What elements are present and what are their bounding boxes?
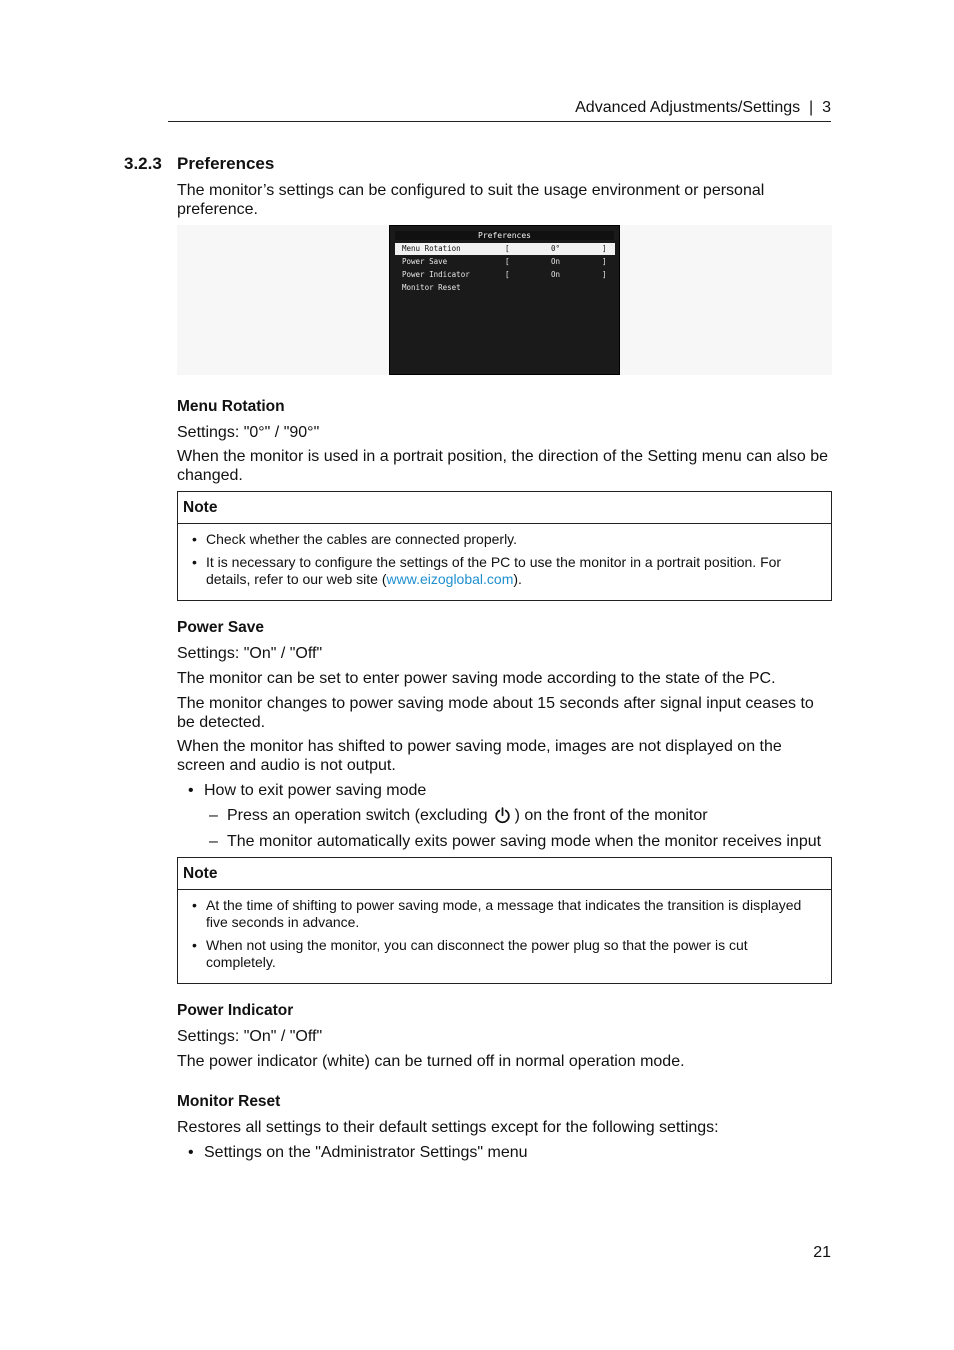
osd-row-label: Monitor Reset xyxy=(402,283,461,292)
note-text: ). xyxy=(513,571,522,587)
power-indicator-settings: Settings: "On" / "Off" xyxy=(177,1028,323,1045)
osd-row-close: ] xyxy=(602,257,607,266)
chapter-number: 3 xyxy=(822,99,831,116)
note-item xyxy=(192,554,821,588)
dash-marker: – xyxy=(209,833,218,850)
bullet-marker: • xyxy=(188,782,194,799)
menu-rotation-settings: Settings: "0°" / "90°" xyxy=(177,424,320,441)
osd-row-value: On xyxy=(551,257,561,266)
bullet-text: Settings on the "Administrator Settings" menu xyxy=(204,1144,528,1161)
note-box-power-save xyxy=(177,857,832,984)
power-indicator-desc: The power indicator (white) can be turned off in normal operation mode. xyxy=(177,1053,685,1070)
note-title: Note xyxy=(178,858,831,890)
power-save-heading: Power Save xyxy=(177,619,265,636)
bullet-marker: • xyxy=(188,1144,194,1161)
note-title: Note xyxy=(178,492,831,524)
header-separator: | xyxy=(809,99,814,116)
osd-row-close: ] xyxy=(602,270,607,279)
dash-text: Press an operation switch (excluding xyxy=(227,807,488,824)
osd-row-close: ] xyxy=(602,244,607,253)
note-item: • Check whether the cables are connected properly. xyxy=(192,531,821,548)
osd-row-power-indicator xyxy=(395,269,615,281)
osd-row-power-save xyxy=(395,256,615,268)
power-save-p2: The monitor changes to power saving mode about 15 seconds after signal input ceases to be detected. xyxy=(177,695,814,731)
note-list xyxy=(178,524,831,600)
osd-row-label: Power Indicator xyxy=(402,270,470,279)
bullet-item xyxy=(188,781,426,800)
power-save-p3: When the monitor has shifted to power saving mode, images are not displayed on the screen and audio is not output. xyxy=(177,738,782,774)
osd-row-menu-rotation xyxy=(395,243,615,255)
osd-preferences-screenshot xyxy=(389,225,620,375)
monitor-reset-desc: Restores all settings to their default settings except for the following settings: xyxy=(177,1119,719,1136)
note-text: It is necessary to configure the settings of the PC to use the monitor in a portrait position. For details, refer to our web site ( xyxy=(206,554,782,587)
note-box-menu-rotation xyxy=(177,491,832,601)
section-intro: The monitor’s settings can be configured to suit the usage environment or personal preference. xyxy=(177,182,765,218)
osd-row-value: On xyxy=(551,270,561,279)
osd-title: Preferences xyxy=(395,231,614,240)
page-number: 21 xyxy=(813,1244,831,1261)
menu-rotation-heading: Menu Rotation xyxy=(177,398,285,415)
dash-item xyxy=(209,832,821,851)
monitor-reset-heading: Monitor Reset xyxy=(177,1093,281,1110)
power-indicator-heading: Power Indicator xyxy=(177,1002,294,1019)
note-item: • At the time of shifting to power saving mode, a message that indicates the transition is displayed five seconds in advance. xyxy=(192,897,821,931)
osd-row-open: [ xyxy=(505,244,510,253)
osd-row-open: [ xyxy=(505,257,510,266)
section-number: 3.2.3 xyxy=(124,154,162,173)
osd-row-label: Menu Rotation xyxy=(402,244,461,253)
menu-rotation-desc: When the monitor is used in a portrait position, the direction of the Setting menu can also be changed. xyxy=(177,448,829,484)
osd-row-label: Power Save xyxy=(402,257,448,266)
header-divider xyxy=(168,121,831,122)
power-save-p1: The monitor can be set to enter power saving mode according to the state of the PC. xyxy=(177,670,776,687)
osd-row-open: [ xyxy=(505,270,510,279)
dash-item xyxy=(209,806,708,829)
osd-row-monitor-reset xyxy=(395,282,615,294)
power-icon xyxy=(494,807,511,829)
section-title: Preferences xyxy=(177,154,275,173)
note-list xyxy=(178,890,831,983)
osd-row-value: 0° xyxy=(551,244,561,253)
note-item: • When not using the monitor, you can disconnect the power plug so that the power is cut completely. xyxy=(192,937,821,971)
power-save-settings: Settings: "On" / "Off" xyxy=(177,645,323,662)
bullet-text: How to exit power saving mode xyxy=(204,782,427,799)
page-header xyxy=(575,99,831,117)
chapter-title: Advanced Adjustments/Settings xyxy=(575,99,801,116)
dash-marker: – xyxy=(209,807,218,824)
bullet-item xyxy=(188,1143,528,1162)
eizo-website-link[interactable]: www.eizoglobal.com xyxy=(386,571,514,587)
dash-text: ) on the front of the monitor xyxy=(514,807,708,824)
dash-text: The monitor automatically exits power saving mode when the monitor receives input xyxy=(227,833,822,850)
